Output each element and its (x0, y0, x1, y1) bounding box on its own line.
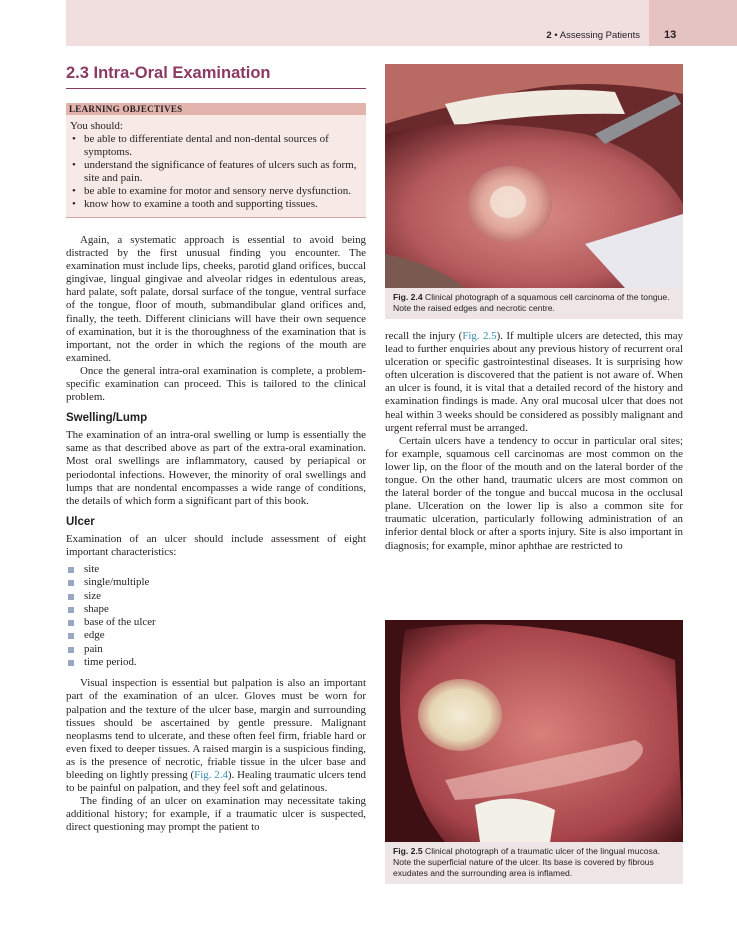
characteristic-item: site (66, 563, 366, 576)
learning-objectives-intro: You should: (70, 120, 123, 132)
palpation-paragraph (66, 677, 366, 795)
tongue-carcinoma-photo (385, 64, 683, 288)
objective-item: • be able to examine for motor and sensory nerve dysfunction. (70, 185, 362, 198)
characteristic-item: shape (66, 603, 366, 616)
bullet-separator: • (554, 30, 560, 41)
page-number-box (649, 0, 737, 46)
title-rule (66, 88, 366, 89)
characteristic-item: time period. (66, 656, 366, 669)
recall-text: recall the injury ( (385, 330, 463, 342)
objective-item: • understand the significance of features of ulcers such as form, site and pain. (70, 159, 362, 185)
ulcer-heading: Ulcer (66, 515, 95, 528)
recall-paragraph (385, 330, 683, 435)
figure-2-5 (385, 620, 683, 884)
learning-objectives-list (70, 133, 362, 211)
recall-text-end: ). If multiple ulcers are detected, this may lead to further enquiries about any previous history of recurrent oral ulceration or specific gastrointestinal diseases. It is surprising how often ulceration is discovered that the patient is not aware of. When an ulcer is found, it is vital that a detailed record of the history and examination findings is made. Any oral mucosal ulcer that does not heal within 3 weeks should be considered as possibly malignant and urgent referral must be arranged. (385, 330, 684, 434)
characteristic-item: pain (66, 643, 366, 656)
running-head (470, 30, 640, 41)
section-title: 2.3 Intra-Oral Examination (66, 64, 271, 82)
figure-caption-text: Clinical photograph of a squamous cell carcinoma of the tongue. Note the raised edges and necrotic centre. (393, 292, 670, 313)
page-number: 13 (664, 29, 677, 41)
left-column (66, 62, 366, 834)
figure-link[interactable]: Fig. 2.5 (462, 330, 497, 342)
chapter-number: 2 (546, 30, 552, 41)
characteristic-item: size (66, 590, 366, 603)
figure-2-4 (385, 64, 683, 319)
swelling-paragraph: The examination of an intra-oral swelling or lump is essentially the same as that described above as part of the extra-oral examination. Most oral swellings are inflammatory, caused by periapical or periodontal infections. However, the minority of oral swellings and lumps that are nondental encompasses a wide range of conditions, the details of which form a significant part of this book. (66, 429, 366, 507)
characteristic-item: single/multiple (66, 576, 366, 589)
characteristic-item: edge (66, 629, 366, 642)
ulcer-characteristics-list (66, 563, 366, 669)
chapter-title: Assessing Patients (559, 30, 640, 41)
learning-objectives-heading: LEARNING OBJECTIVES (66, 103, 366, 115)
palpation-text-end: ). Healing traumatic ulcers tend to be painful on palpation, and they feel soft and gelatinous. (66, 769, 366, 795)
figure-caption-text: Clinical photograph of a traumatic ulcer of the lingual mucosa. Note the superficial nature of the ulcer. Its base is covered by fibrous exudates and the surrounding area is inflamed. (393, 846, 661, 878)
right-text (385, 330, 683, 553)
finding-paragraph: The finding of an ulcer on examination may necessitate taking additional history; for example, if a traumatic ulcer is suspected, direct questioning may prompt the patient to (66, 795, 366, 834)
figure-label: Fig. 2.4 (393, 292, 423, 302)
figure-2-4-caption (385, 288, 683, 319)
ulcer-intro: Examination of an ulcer should include assessment of eight important characteristics: (66, 532, 366, 558)
intro-paragraph: Once the general intra-oral examination is complete, a problem-specific examination can proceed. This is tailored to the clinical problem. (66, 364, 366, 404)
palpation-text: Visual inspection is essential but palpation is also an important part of the examination of an ulcer. Gloves must be worn for palpation and the texture of the ulcer base, margin and surrounding tissues should be ascertained by gentle pressure. Malignant neoplasms tend to ulcerate, and these often feel firm, friable hard or even fixed to deeper tissues. A raised margin is a suspicious finding, as is the presence of necrotic, friable tissue in the ulcer base and bleeding on lightly pressing ( (66, 677, 366, 781)
objective-item: • be able to differentiate dental and non-dental sources of symptoms. (70, 133, 362, 159)
sites-paragraph: Certain ulcers have a tendency to occur in particular oral sites; for example, squamous cell carcinomas are most common on the lower lip, on the floor of the mouth and on the lateral border of the tongue. On the other hand, traumatic ulcers are most common on the lateral border of the tongue and buccal mucosa in the occlusal plane. Ulceration on the lower lip is also a common site for traumatic ulceration, particularly following administration of an inferior dental block or after a sports injury. Site is also important in diagnosis; for example, minor aphthae are restricted to (385, 434, 683, 552)
swelling-heading: Swelling/Lump (66, 412, 148, 425)
learning-objectives-box (66, 103, 366, 218)
figure-2-5-caption (385, 842, 683, 884)
objective-item: • know how to examine a tooth and supporting tissues. (70, 198, 362, 211)
intro-paragraph: Again, a systematic approach is essential to avoid being distracted by the first unusual finding you encounter. The examination must include lips, cheeks, parotid gland orifices, buccal gingivae, lingual gingivae and alveolar ridges in edentulous areas, hard palate, soft palate, dorsal surface of the tongue, ventral surface of the tongue, floor of mouth, submandibular gland orifices and, finally, the teeth. Different clinicians will have their own sequence of examination, but it is the thoroughness of the examination that is important, not the order in which the regions of the mouth are examined. (66, 234, 366, 364)
figure-label: Fig. 2.5 (393, 846, 423, 856)
figure-link[interactable]: Fig. 2.4 (194, 769, 228, 781)
traumatic-ulcer-photo (385, 620, 683, 842)
characteristic-item: base of the ulcer (66, 616, 366, 629)
